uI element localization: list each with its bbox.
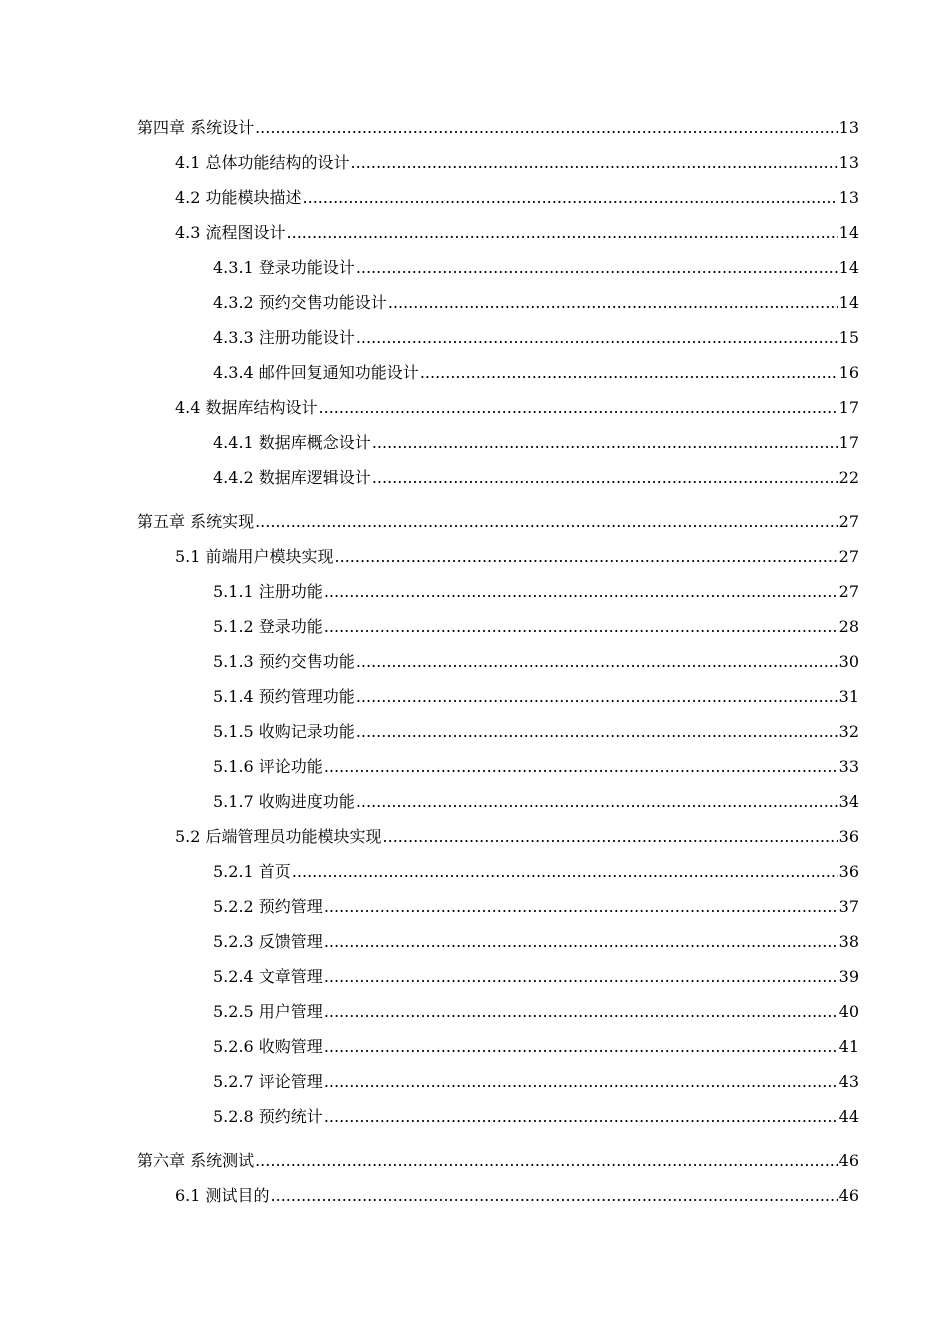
toc-entry-title: 4.3.2 预约交售功能设计: [213, 293, 387, 312]
toc-entry-title: 4.4.1 数据库概念设计: [213, 433, 371, 452]
toc-entry-title: 4.4 数据库结构设计: [175, 398, 318, 417]
toc-entry-page: 15: [838, 328, 859, 347]
toc-entry-5-1[interactable]: [0, 539, 950, 574]
toc-entry-chapter-4[interactable]: [0, 110, 950, 145]
toc-entry-page: 13: [838, 188, 859, 207]
toc-entry-title: 4.3 流程图设计: [175, 223, 286, 242]
toc-entry-4-4-2[interactable]: [0, 460, 950, 495]
toc-entry-title: 5.1.2 登录功能: [213, 617, 323, 636]
toc-dot-leader: [292, 854, 838, 889]
toc-entry-title: 5.2.4 文章管理: [213, 967, 323, 986]
toc-dot-leader: [255, 504, 838, 539]
toc-entry-page: 17: [838, 398, 859, 417]
toc-entry-page: 46: [838, 1186, 859, 1205]
toc-entry-chapter-6[interactable]: [0, 1143, 950, 1178]
toc-entry-title: 4.3.1 登录功能设计: [213, 258, 355, 277]
toc-entry-5-1-2[interactable]: [0, 609, 950, 644]
toc-dot-leader: [351, 145, 838, 180]
toc-entry-page: 14: [838, 293, 859, 312]
toc-entry-page: 27: [838, 582, 859, 601]
toc-entry-page: 14: [838, 258, 859, 277]
toc-entry-page: 36: [838, 827, 859, 846]
toc-entry-page: 40: [838, 1002, 859, 1021]
toc-dot-leader: [319, 390, 838, 425]
toc-entry-5-1-1[interactable]: [0, 574, 950, 609]
toc-dot-leader: [356, 714, 838, 749]
toc-entry-5-1-4[interactable]: [0, 679, 950, 714]
toc-entry-page: 30: [838, 652, 859, 671]
toc-entry-title: 5.1 前端用户模块实现: [175, 547, 334, 566]
toc-entry-title: 第五章 系统实现: [137, 512, 255, 531]
toc-dot-leader: [324, 1029, 838, 1064]
toc-entry-page: 28: [838, 617, 859, 636]
toc-entry-5-2-4[interactable]: [0, 959, 950, 994]
toc-entry-title: 4.3.3 注册功能设计: [213, 328, 355, 347]
toc-entry-5-2-6[interactable]: [0, 1029, 950, 1064]
toc-entry-4-3-4[interactable]: [0, 355, 950, 390]
toc-entry-page: 37: [838, 897, 859, 916]
toc-entry-page: 34: [838, 792, 859, 811]
toc-entry-title: 第四章 系统设计: [137, 118, 255, 137]
toc-dot-leader: [324, 609, 838, 644]
toc-entry-title: 5.1.1 注册功能: [213, 582, 323, 601]
toc-entry-5-2-7[interactable]: [0, 1064, 950, 1099]
toc-entry-page: 22: [838, 468, 859, 487]
toc-entry-chapter-5[interactable]: [0, 504, 950, 539]
toc-entry-title: 5.1.4 预约管理功能: [213, 687, 355, 706]
toc-dot-leader: [271, 1178, 838, 1213]
table-of-contents: [0, 110, 950, 1213]
toc-entry-page: 39: [838, 967, 859, 986]
toc-entry-page: 27: [838, 547, 859, 566]
toc-dot-leader: [324, 749, 838, 784]
toc-dot-leader: [356, 320, 838, 355]
toc-dot-leader: [324, 1064, 838, 1099]
toc-entry-title: 5.1.3 预约交售功能: [213, 652, 355, 671]
toc-dot-leader: [356, 250, 838, 285]
toc-entry-5-1-7[interactable]: [0, 784, 950, 819]
toc-entry-page: 31: [838, 687, 859, 706]
toc-entry-title: 4.2 功能模块描述: [175, 188, 302, 207]
toc-entry-5-2-1[interactable]: [0, 854, 950, 889]
toc-dot-leader: [255, 110, 838, 145]
toc-entry-title: 5.1.5 收购记录功能: [213, 722, 355, 741]
toc-dot-leader: [303, 180, 838, 215]
toc-entry-title: 5.2 后端管理员功能模块实现: [175, 827, 382, 846]
toc-entry-title: 5.2.8 预约统计: [213, 1107, 323, 1126]
toc-entry-5-2[interactable]: [0, 819, 950, 854]
toc-entry-title: 5.2.2 预约管理: [213, 897, 323, 916]
toc-entry-title: 6.1 测试目的: [175, 1186, 270, 1205]
toc-entry-page: 36: [838, 862, 859, 881]
toc-dot-leader: [324, 994, 838, 1029]
toc-dot-leader: [388, 285, 838, 320]
toc-entry-title: 4.1 总体功能结构的设计: [175, 153, 350, 172]
toc-entry-5-2-5[interactable]: [0, 994, 950, 1029]
toc-dot-leader: [324, 959, 838, 994]
toc-entry-page: 44: [838, 1107, 859, 1126]
toc-dot-leader: [356, 644, 838, 679]
toc-entry-5-2-8[interactable]: [0, 1099, 950, 1134]
toc-entry-title: 5.1.7 收购进度功能: [213, 792, 355, 811]
toc-entry-5-1-5[interactable]: [0, 714, 950, 749]
toc-entry-title: 5.2.3 反馈管理: [213, 932, 323, 951]
toc-dot-leader: [287, 215, 838, 250]
toc-entry-4-2[interactable]: [0, 180, 950, 215]
toc-dot-leader: [356, 784, 838, 819]
toc-entry-4-3-2[interactable]: [0, 285, 950, 320]
toc-entry-title: 5.2.7 评论管理: [213, 1072, 323, 1091]
toc-dot-leader: [324, 574, 838, 609]
toc-dot-leader: [324, 924, 838, 959]
toc-dot-leader: [255, 1143, 838, 1178]
toc-entry-page: 17: [838, 433, 859, 452]
toc-entry-title: 5.1.6 评论功能: [213, 757, 323, 776]
toc-entry-page: 38: [838, 932, 859, 951]
toc-dot-leader: [372, 460, 838, 495]
toc-entry-page: 41: [838, 1037, 859, 1056]
toc-entry-title: 5.2.5 用户管理: [213, 1002, 323, 1021]
toc-entry-title: 第六章 系统测试: [137, 1151, 255, 1170]
toc-entry-4-3-3[interactable]: [0, 320, 950, 355]
toc-entry-4-3-1[interactable]: [0, 250, 950, 285]
toc-entry-page: 46: [838, 1151, 859, 1170]
toc-entry-title: 4.4.2 数据库逻辑设计: [213, 468, 371, 487]
toc-entry-page: 32: [838, 722, 859, 741]
toc-entry-4-3[interactable]: [0, 215, 950, 250]
toc-entry-4-1[interactable]: [0, 145, 950, 180]
toc-entry-page: 43: [838, 1072, 859, 1091]
toc-entry-5-1-3[interactable]: [0, 644, 950, 679]
toc-entry-title: 5.2.1 首页: [213, 862, 291, 881]
toc-entry-title: 4.3.4 邮件回复通知功能设计: [213, 363, 419, 382]
toc-entry-5-2-3[interactable]: [0, 924, 950, 959]
toc-dot-leader: [383, 819, 838, 854]
toc-dot-leader: [335, 539, 838, 574]
toc-entry-6-1[interactable]: [0, 1178, 950, 1213]
toc-entry-5-2-2[interactable]: [0, 889, 950, 924]
toc-entry-page: 14: [838, 223, 859, 242]
toc-entry-page: 27: [838, 512, 859, 531]
toc-dot-leader: [420, 355, 838, 390]
toc-dot-leader: [324, 1099, 838, 1134]
toc-entry-page: 16: [838, 363, 859, 382]
toc-entry-page: 13: [838, 118, 859, 137]
toc-dot-leader: [356, 679, 838, 714]
toc-entry-4-4-1[interactable]: [0, 425, 950, 460]
toc-entry-page: 13: [838, 153, 859, 172]
toc-entry-5-1-6[interactable]: [0, 749, 950, 784]
toc-entry-4-4[interactable]: [0, 390, 950, 425]
toc-dot-leader: [372, 425, 838, 460]
toc-entry-title: 5.2.6 收购管理: [213, 1037, 323, 1056]
toc-dot-leader: [324, 889, 838, 924]
toc-entry-page: 33: [838, 757, 859, 776]
